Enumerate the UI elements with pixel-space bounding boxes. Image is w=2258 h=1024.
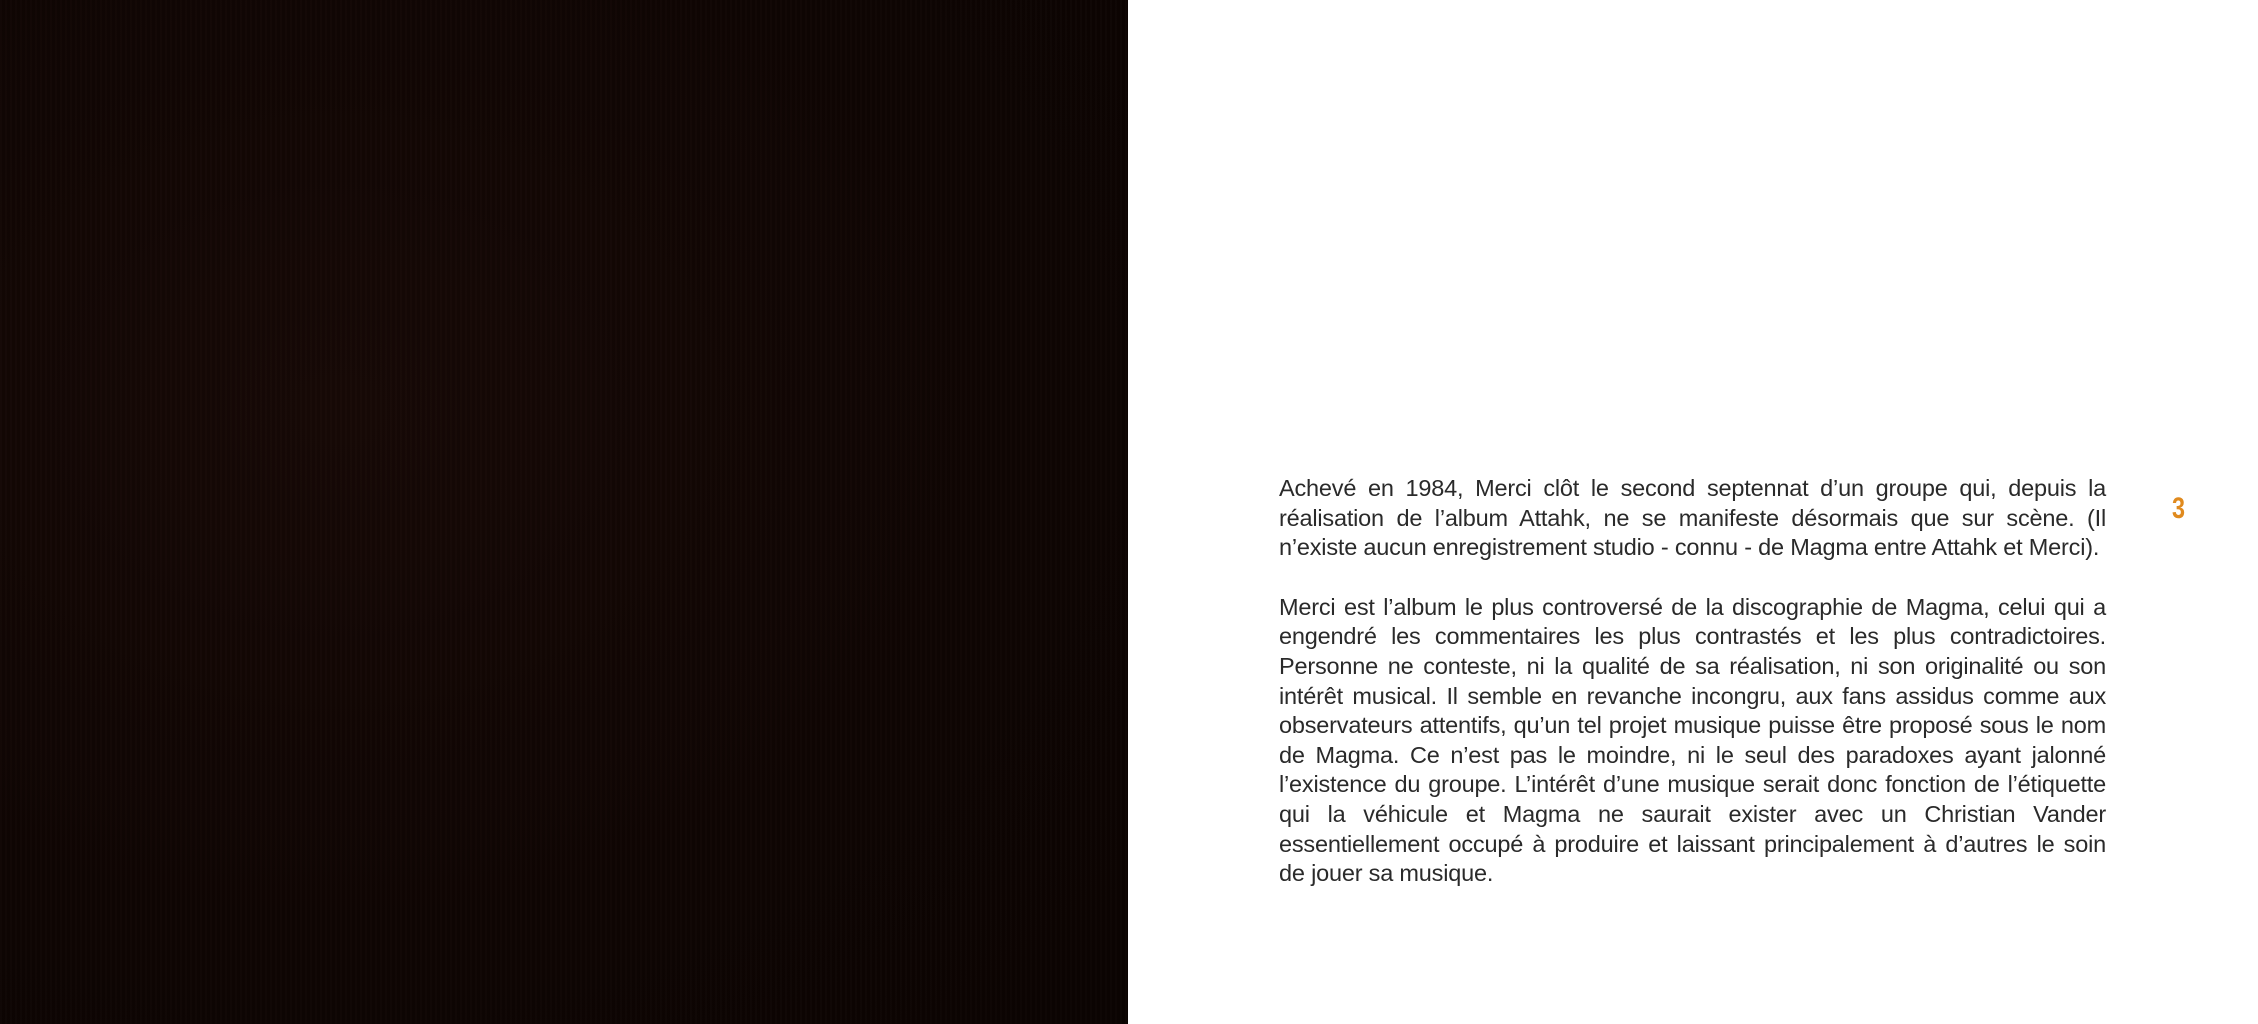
body-text: [1279, 474, 2106, 919]
page-number: 3: [2172, 492, 2186, 525]
left-page-dark-texture: [0, 0, 1128, 1024]
paragraph-1: Achevé en 1984, Merci clôt le second septennat d’un groupe qui, depuis la réalisation de l’album Attahk, ne se manifeste désormais que sur scène. (Il n’existe aucun enregistrement studio - connu - de Magma entre Attahk et Merci).: [1279, 475, 2106, 561]
right-page: [1128, 0, 2258, 1024]
paragraph-2: Merci est l’album le plus controversé de la discographie de Magma, celui qui a engendré les commentaires les plus contrastés et les plus contradictoires. Personne ne conteste, ni la qualité de sa réalisation, ni son originalité ou son intérêt musical. Il semble en revanche incongru, aux fans assidus comme aux observateurs attentifs, qu’un tel projet musique puisse être proposé sous le nom de Magma. Ce n’est pas le moindre, ni le seul des paradoxes ayant jalonné l’existence du groupe. L’intérêt d’une musique serait donc fonction de l’étiquette qui la véhicule et Magma ne saurait exister avec un Christian Vander essentiellement occupé à produire et laissant principalement à d’autres le soin de jouer sa musique.: [1279, 593, 2106, 887]
